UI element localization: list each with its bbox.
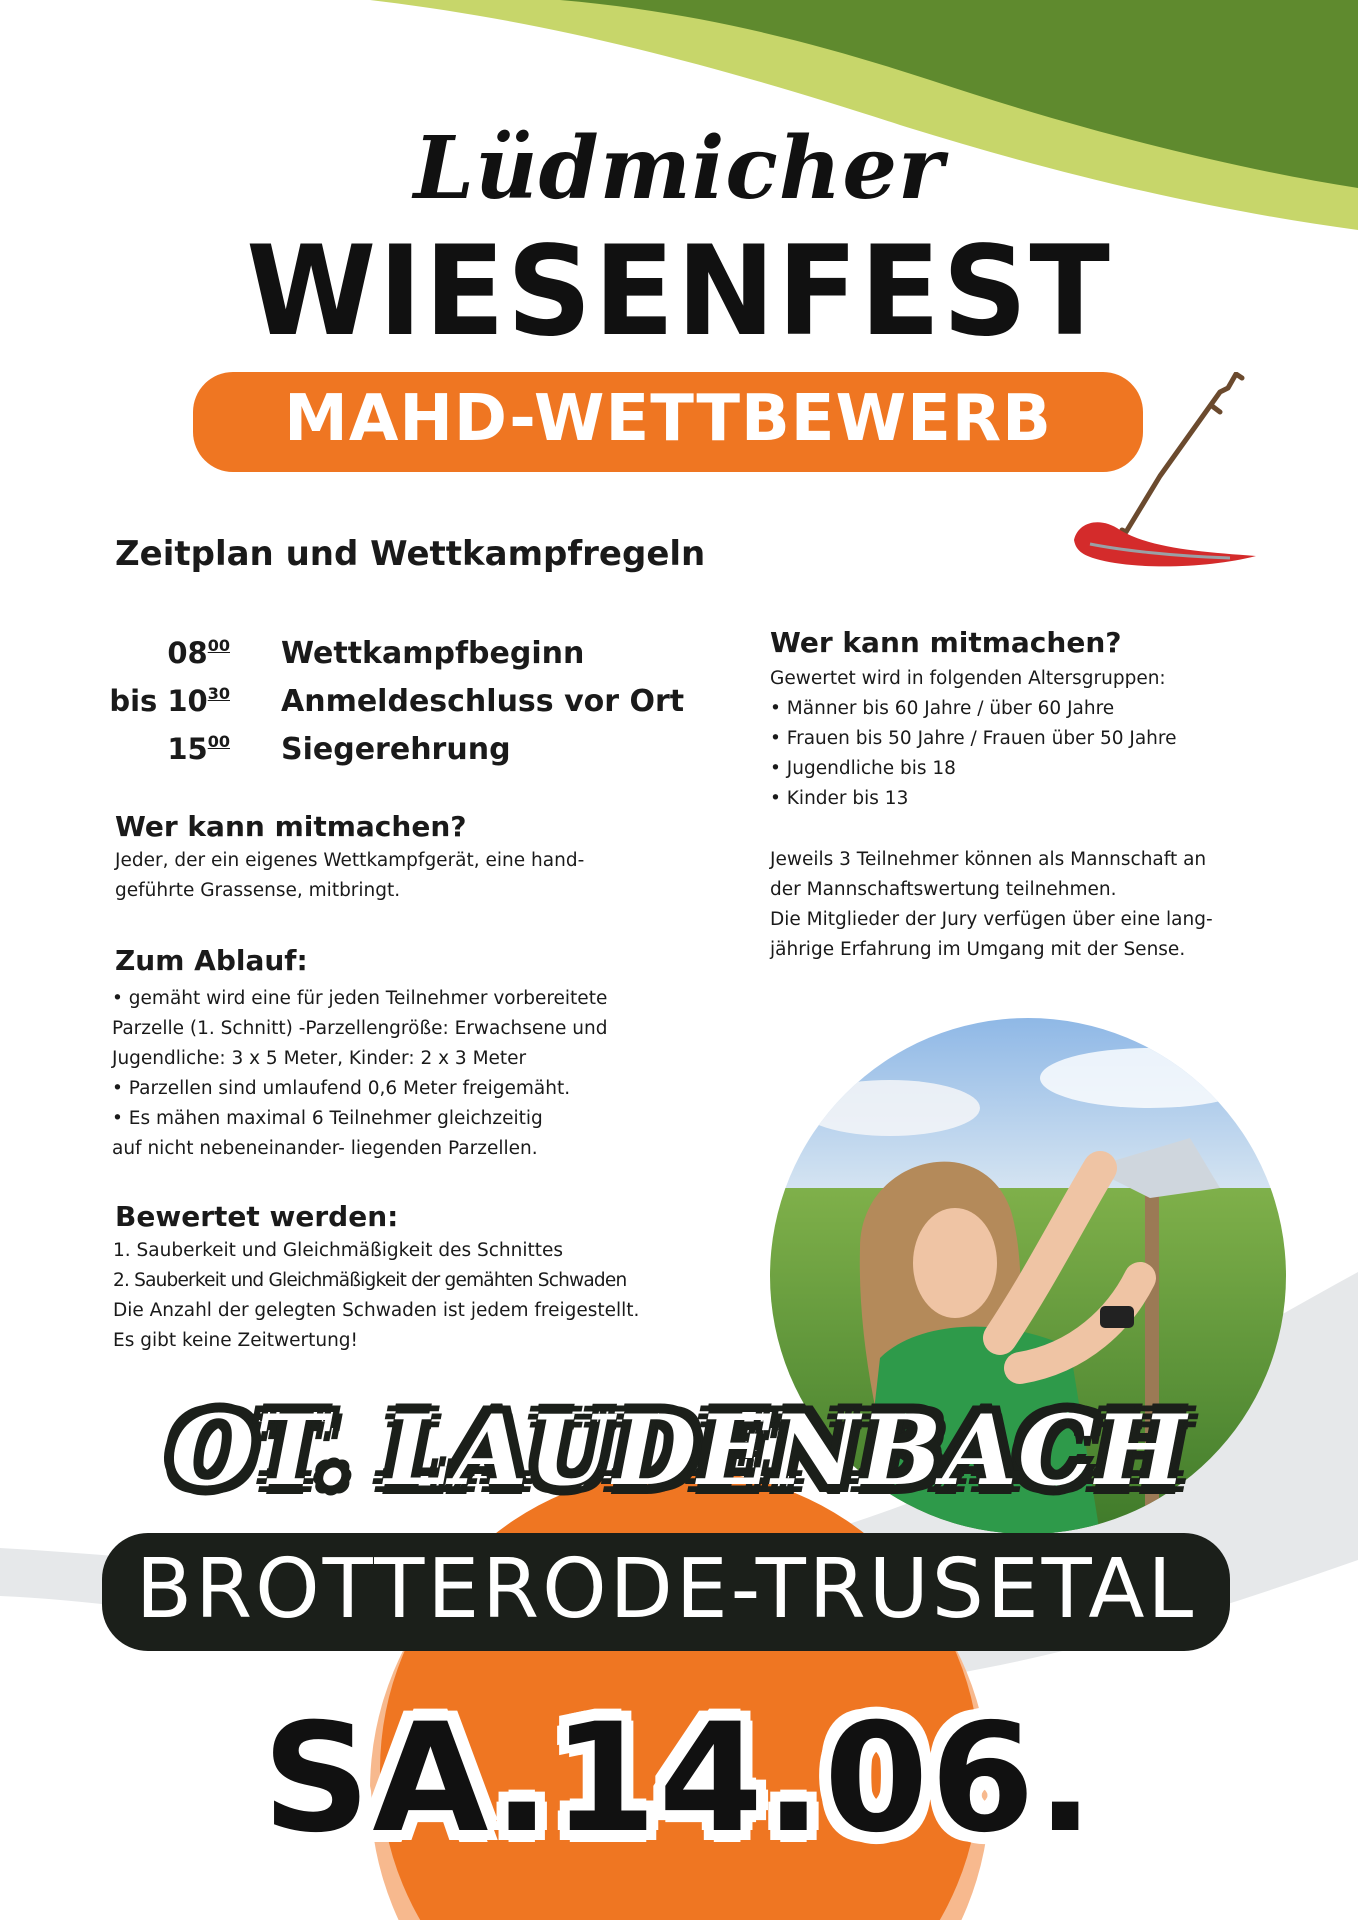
schedule-label-registration: Anmeldeschluss vor Ort (281, 684, 685, 719)
text-line: Die Mitglieder der Jury verfügen über eine lang- (770, 909, 1213, 930)
time-minutes: 30 (207, 684, 230, 703)
intro-line: Gewertet wird in folgenden Altersgruppen: (770, 668, 1166, 689)
text-line: geführte Grassense, mitbringt. (115, 880, 401, 901)
schedule-heading: Zeitplan und Wettkampfregeln (115, 534, 706, 574)
time-start (100, 636, 230, 670)
who-right-heading: Wer kann mitmachen? (770, 626, 1122, 659)
evaluation-list (113, 1236, 639, 1356)
time-registration-end (100, 684, 230, 718)
list-item: • Kinder bis 13 (770, 788, 909, 809)
text-line: der Mannschaftswertung teilnehmen. (770, 879, 1117, 900)
list-item: • Frauen bis 50 Jahre / Frauen über 50 Jahre (770, 728, 1177, 749)
time-hour: 08 (167, 636, 208, 670)
event-date: SA.14.06. (262, 1692, 1096, 1866)
list-item: Es gibt keine Zeitwertung! (113, 1330, 358, 1351)
title-script-ludmicher: Lüdmicher (413, 118, 945, 219)
location-ot-laudenbach: OT. LAUDENBACH (170, 1394, 1188, 1507)
list-item: auf nicht nebeneinander- liegenden Parzellen. (112, 1138, 538, 1159)
text-line: Jeweils 3 Teilnehmer können als Mannschaft an (770, 849, 1207, 870)
schedule-label-awards: Siegerehrung (281, 732, 511, 767)
list-item: Jugendliche: 3 x 5 Meter, Kinder: 2 x 3 Meter (112, 1048, 527, 1069)
time-prefix: bis (109, 684, 168, 718)
procedure-heading: Zum Ablauf: (115, 944, 308, 977)
procedure-list (112, 984, 607, 1164)
list-item: 1. Sauberkeit und Gleichmäßigkeit des Schnittes (113, 1240, 564, 1261)
list-item: 2. Sauberkeit und Gleichmäßigkeit der gemähten Schwaden (113, 1270, 627, 1291)
who-right-notes (770, 845, 1213, 965)
time-awards (100, 732, 230, 766)
time-minutes: 00 (207, 732, 230, 751)
text-line: jährige Erfahrung im Umgang mit der Sense. (770, 939, 1186, 960)
scythe-icon (1060, 372, 1260, 587)
text-line: Jeder, der ein eigenes Wettkampfgerät, eine hand- (115, 850, 585, 871)
location-brotterode-trusetal: BROTTERODE-TRUSETAL (135, 1542, 1197, 1637)
who-right-groups (770, 664, 1176, 814)
time-hour: 10 (167, 684, 208, 718)
list-item: Die Anzahl der gelegten Schwaden ist jedem freigestellt. (113, 1300, 640, 1321)
evaluation-heading: Bewertet werden: (115, 1200, 399, 1233)
who-left-text (115, 846, 584, 906)
list-item: • Männer bis 60 Jahre / über 60 Jahre (770, 698, 1115, 719)
time-hour: 15 (167, 732, 208, 766)
schedule-label-start: Wettkampfbeginn (281, 636, 585, 671)
title-wiesenfest: WIESENFEST (246, 218, 1112, 364)
list-item: Parzelle (1. Schnitt) -Parzellengröße: Erwachsene und (112, 1018, 608, 1039)
list-item: • gemäht wird eine für jeden Teilnehmer vorbereitete (112, 988, 608, 1009)
list-item: • Es mähen maximal 6 Teilnehmer gleichzeitig (112, 1108, 543, 1129)
time-minutes: 00 (207, 636, 230, 655)
list-item: • Parzellen sind umlaufend 0,6 Meter freigemäht. (112, 1078, 571, 1099)
banner-mahd-wettbewerb: MAHD-WETTBEWERB (284, 382, 1052, 456)
list-item: • Jugendliche bis 18 (770, 758, 956, 779)
who-left-heading: Wer kann mitmachen? (115, 810, 467, 843)
